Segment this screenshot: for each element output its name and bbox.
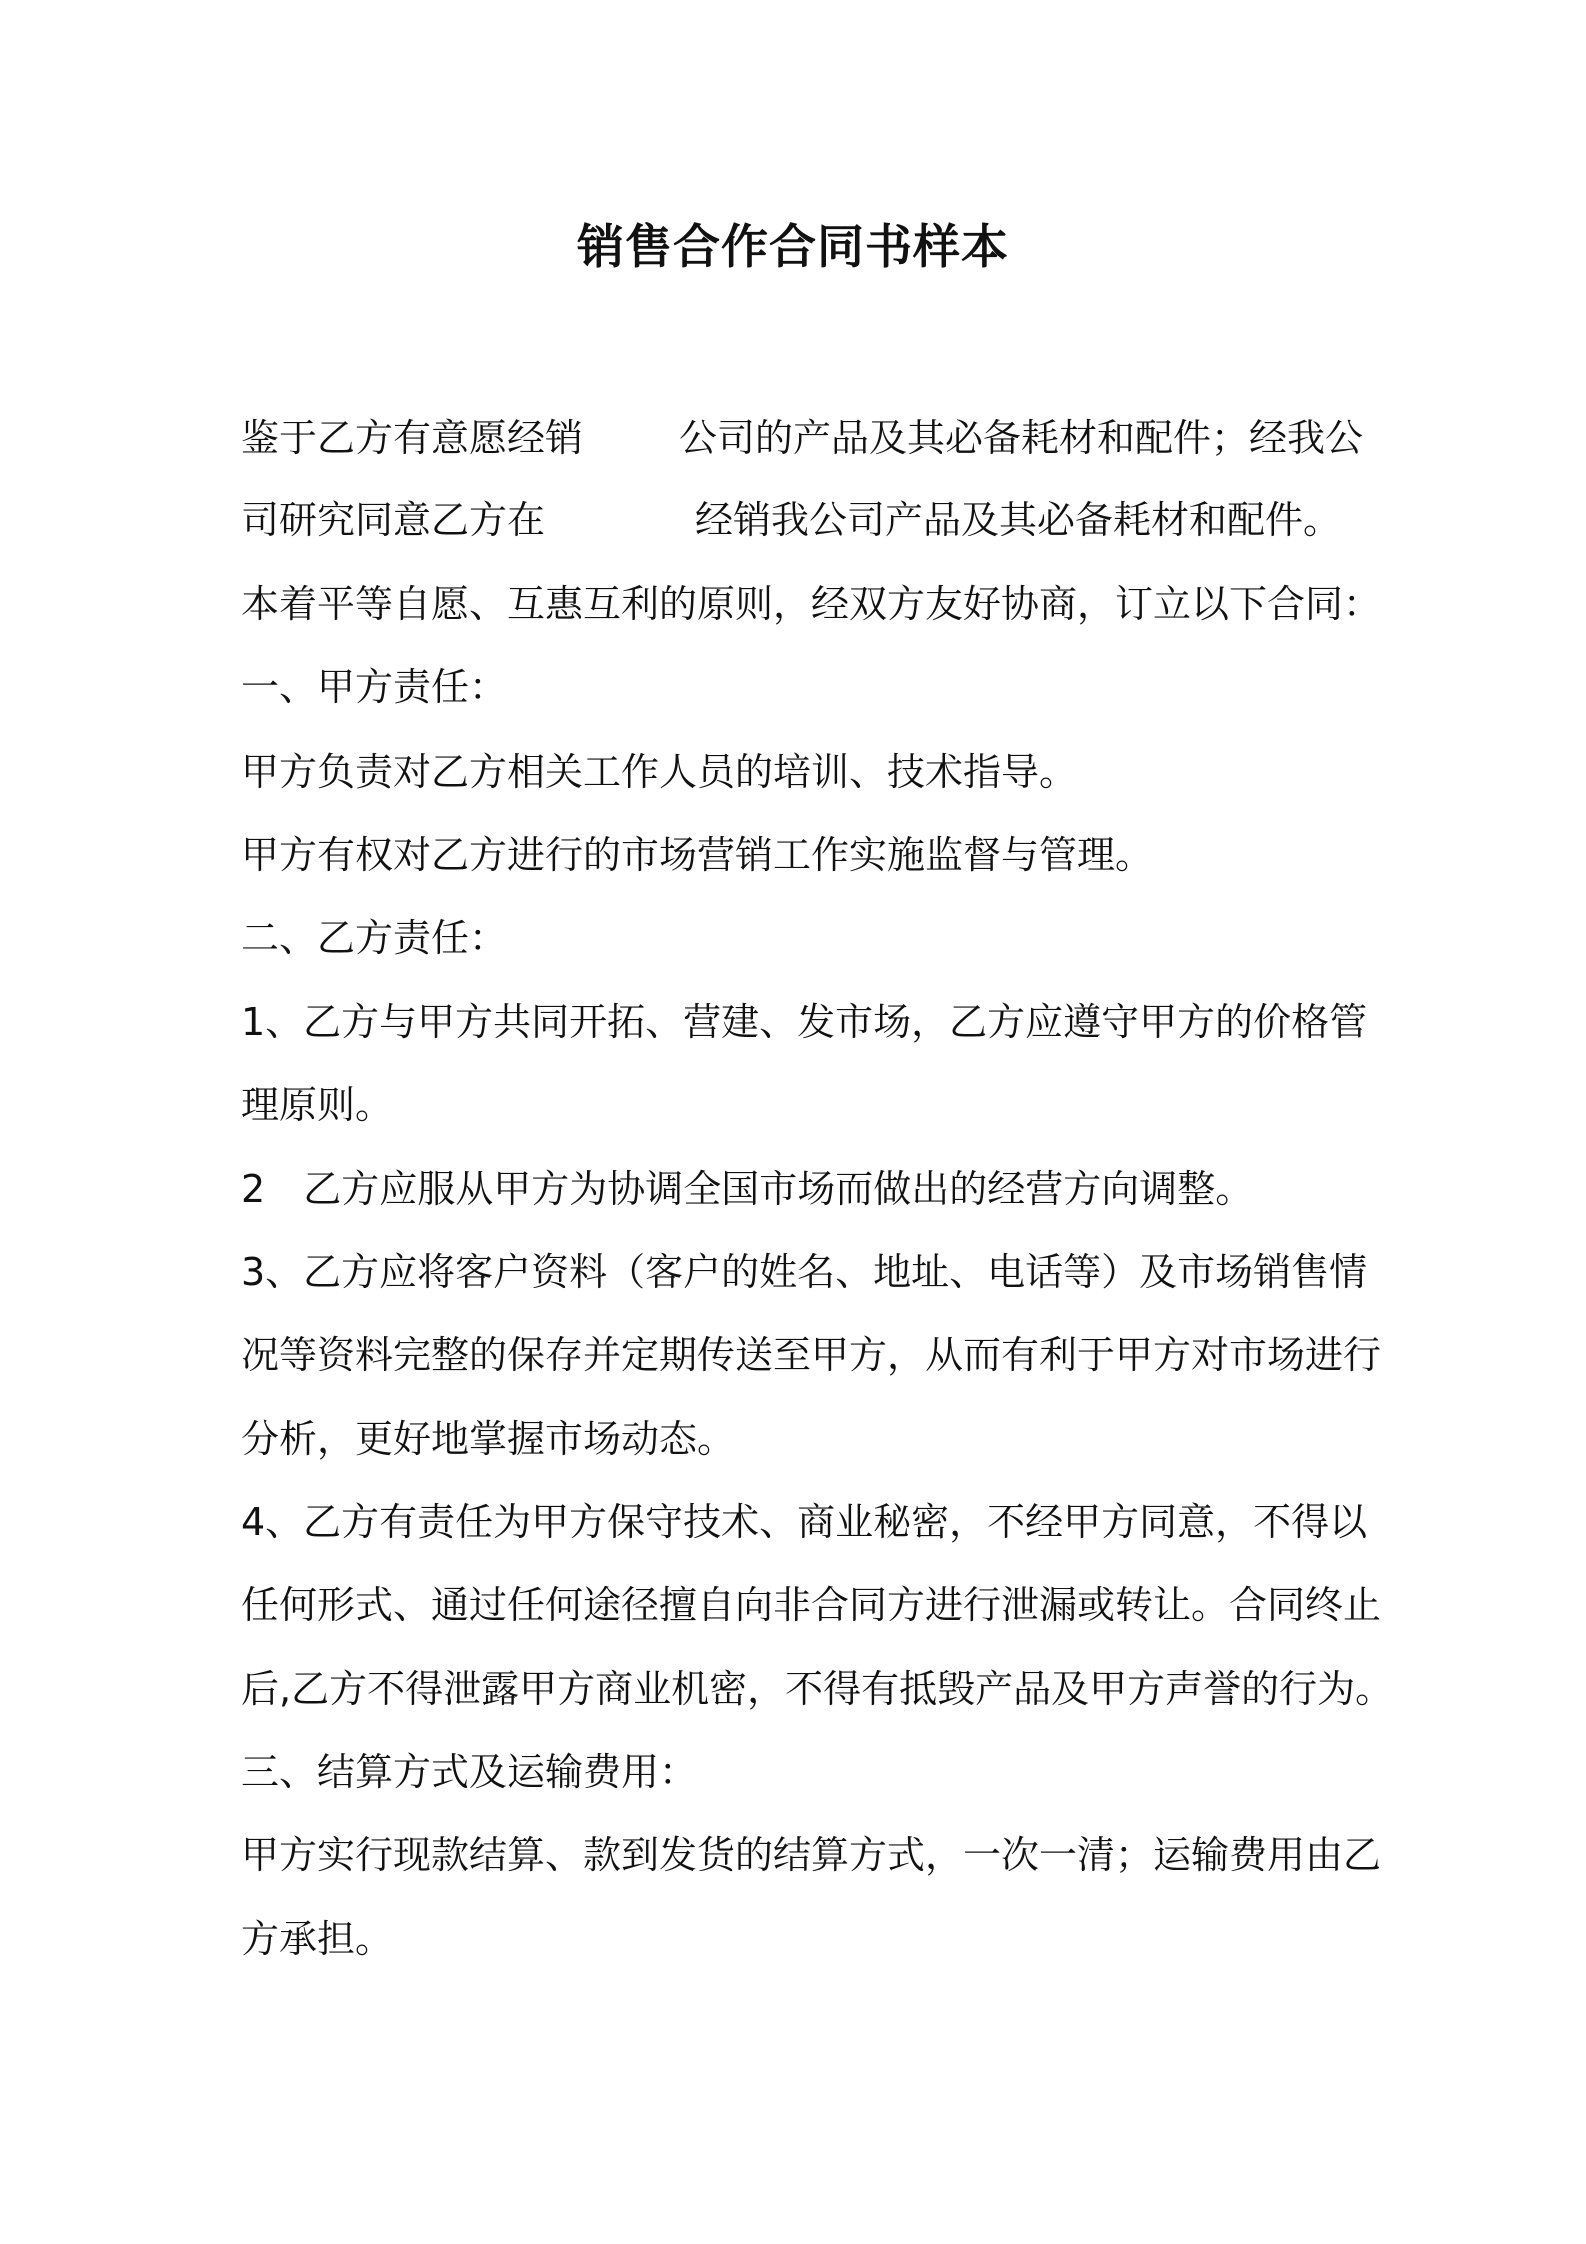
section-1-heading: 一、甲方责任：	[241, 665, 508, 709]
document-title: 销售合作合同书样本	[577, 220, 1009, 275]
section-2-item-3-line-3: 分析，更好地掌握市场动态。	[241, 1417, 736, 1461]
section-1-paragraph-1: 甲方负责对乙方相关工作人员的培训、技术指导。	[241, 750, 1078, 794]
section-2-item-2	[241, 1164, 1253, 1214]
intro-line-2-part-b: 经销我公司产品及其必备耗材和配件。	[695, 498, 1342, 542]
section-2-item-1-line-2: 理原则。	[241, 1083, 394, 1127]
section-3-paragraph-line-2: 方承担。	[241, 1917, 394, 1961]
intro-line-3: 本着平等自愿、互惠互利的原则，经双方友好协商，订立以下合同：	[241, 582, 1382, 626]
section-3-paragraph-line-1: 甲方实行现款结算、款到发货的结算方式，一次一清；运输费用由乙	[241, 1833, 1382, 1877]
intro-line-2-part-a: 司研究同意乙方在	[241, 498, 546, 542]
section-2-item-2-number: 2	[241, 1167, 266, 1211]
section-2-item-4-line-1: 4、乙方有责任为甲方保守技术、商业秘密，不经甲方同意，不得以	[241, 1500, 1368, 1544]
section-2-item-2-text: 乙方应服从甲方为协调全国市场而做出的经营方向调整。	[303, 1167, 1254, 1211]
intro-line-1-part-b: 公司的产品及其必备耗材和配件；经我公	[679, 416, 1364, 460]
intro-line-2	[241, 495, 1341, 545]
section-2-item-3-line-1: 3、乙方应将客户资料（客户的姓名、地址、电话等）及市场销售情	[241, 1250, 1368, 1294]
intro-line-1	[241, 413, 1363, 463]
section-3-heading: 三、结算方式及运输费用：	[241, 1750, 698, 1794]
intro-line-1-part-a: 鉴于乙方有意愿经销	[241, 416, 584, 460]
section-2-item-3-line-2: 况等资料完整的保存并定期传送至甲方，从而有利于甲方对市场进行	[241, 1333, 1382, 1377]
section-2-item-4-line-2: 任何形式、通过任何途径擅自向非合同方进行泄漏或转让。合同终止	[241, 1583, 1382, 1627]
section-1-paragraph-2: 甲方有权对乙方进行的市场营销工作实施监督与管理。	[241, 833, 1154, 877]
section-2-item-4-line-3: 后,乙方不得泄露甲方商业机密，不得有抵毁产品及甲方声誉的行为。	[241, 1667, 1394, 1711]
section-2-item-1-line-1: 1、乙方与甲方共同开拓、营建、发市场，乙方应遵守甲方的价格管	[241, 1000, 1368, 1044]
section-2-heading: 二、乙方责任：	[241, 916, 508, 960]
